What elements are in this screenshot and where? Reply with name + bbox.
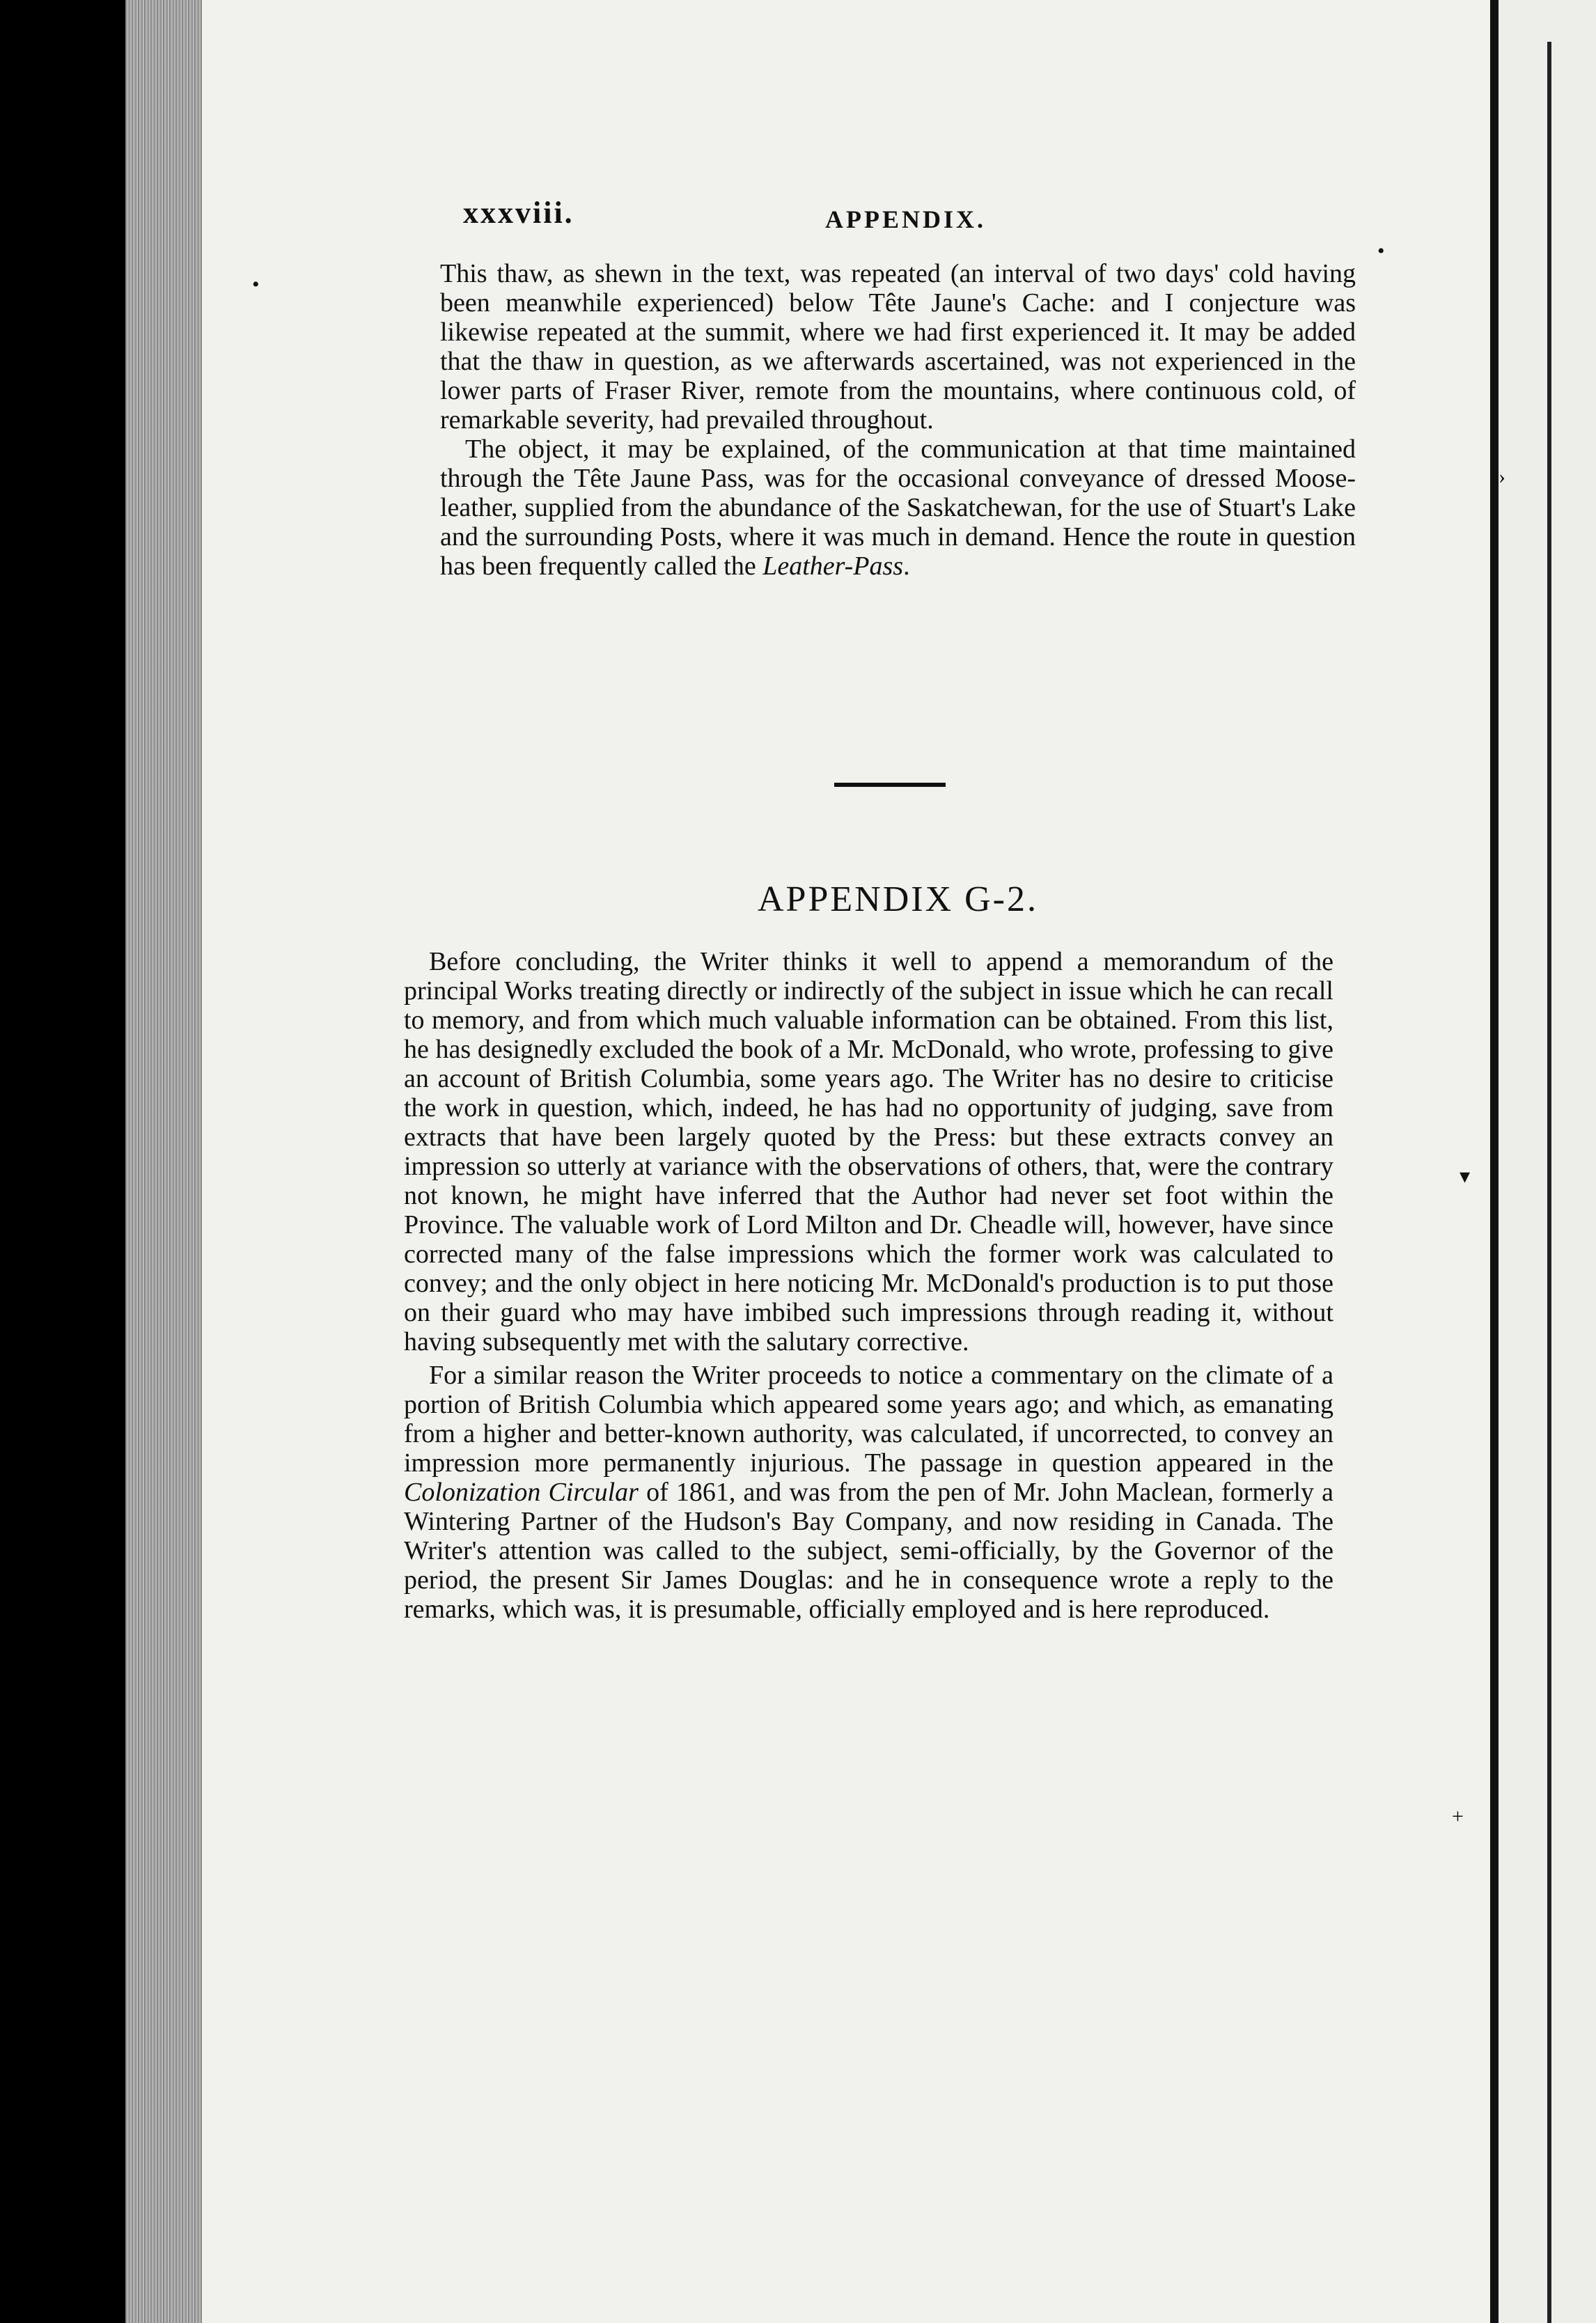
italic-title: Colonization Circular [404, 1478, 639, 1507]
scan-speck: • [252, 273, 260, 296]
scan-left-border [0, 0, 125, 2323]
section-divider [834, 783, 946, 787]
paragraph-text: The object, it may be explained, of the communication at that time maintained through the Tête Jaune Pass, was for the occasional conveyance of dressed Moose-leather, supplied from the abundance of the Saskatchewan, for the use of Stuart's Lake and the surrounding Posts, where it was much in demand. Hence the route in question has been frequently called the [440, 435, 1356, 581]
paragraph-text: For a similar reason the Writer proceeds to notice a commentary on the climate of a portion of British Columbia which appeared some years ago; and which, as emanating from a higher and better-known authority, was calculated, if uncorrected, to convey an impression more permanently injurious. The passage in question appeared in the [404, 1361, 1333, 1478]
paragraph-text: of 1861, and was from the pen of Mr. John Maclean, formerly a Wintering Partner of the Hudson's Bay Company, and now residing in Canada. The Writer's attention was called to the subject, semi-officially, by the Governor of the period, the present Sir James Douglas: and he in consequence wrote a reply to the remarks, which was, it is presumable, officially employed and is here reproduced. [404, 1478, 1334, 1624]
page-number: xxxviii. [463, 196, 574, 230]
book-page-edges [125, 0, 202, 2323]
scan-speck: ▾ [1460, 1165, 1471, 1188]
continued-text-block [440, 259, 1356, 581]
scan-speck: + [1452, 1805, 1464, 1828]
appendix-text-block [404, 947, 1333, 1624]
running-head: APPENDIX. [825, 205, 986, 233]
appendix-heading: APPENDIX G-2. [758, 879, 1038, 919]
paragraph: Before concluding, the Writer thinks it well to append a memorandum of the principal Works treating directly or indirectly of the subject in issue which he can recall to memory, and from which much valuable information can be obtained. From this list, he has designedly excluded the book of a Mr. McDonald, who wrote, professing to give an account of British Columbia, some years ago. The Writer has no desire to criticise the work in question, which, indeed, he has had no opportunity of judging, save from extracts that have been largely quoted by the Press: but these extracts convey an impression so utterly at variance with the observations of others, that, were the contrary not known, he might have inferred that the Author had never set foot within the Province. The valuable work of Lord Milton and Dr. Cheadle will, however, have since corrected many of the false impressions which the former work was calculated to convey; and the only object in here noticing Mr. McDonald's production is to put those on their guard who may have imbibed such impressions through reading it, without having subsequently met with the salutary corrective. [404, 947, 1333, 1356]
paragraph: This thaw, as shewn in the text, was repeated (an interval of two days' cold having been meanwhile experienced) below Tête Jaune's Cache: and I conjecture was likewise repeated at the summit, where we had first experienced it. It may be added that the thaw in question, as we afterwards ascertained, was not experienced in the lower parts of Fraser River, remote from the mountains, where continuous cold, of remarkable severity, had prevailed throughout. [440, 259, 1356, 435]
paragraph-end: . [903, 552, 910, 581]
page-header [463, 195, 1361, 237]
facing-page-border [1547, 42, 1551, 2323]
paragraph [440, 435, 1356, 581]
book-gutter [1490, 0, 1499, 2323]
paragraph [404, 1361, 1333, 1624]
italic-term: Leather-Pass [762, 552, 904, 581]
scan-speck: • [1377, 240, 1385, 263]
scan-speck: › [1499, 465, 1505, 488]
